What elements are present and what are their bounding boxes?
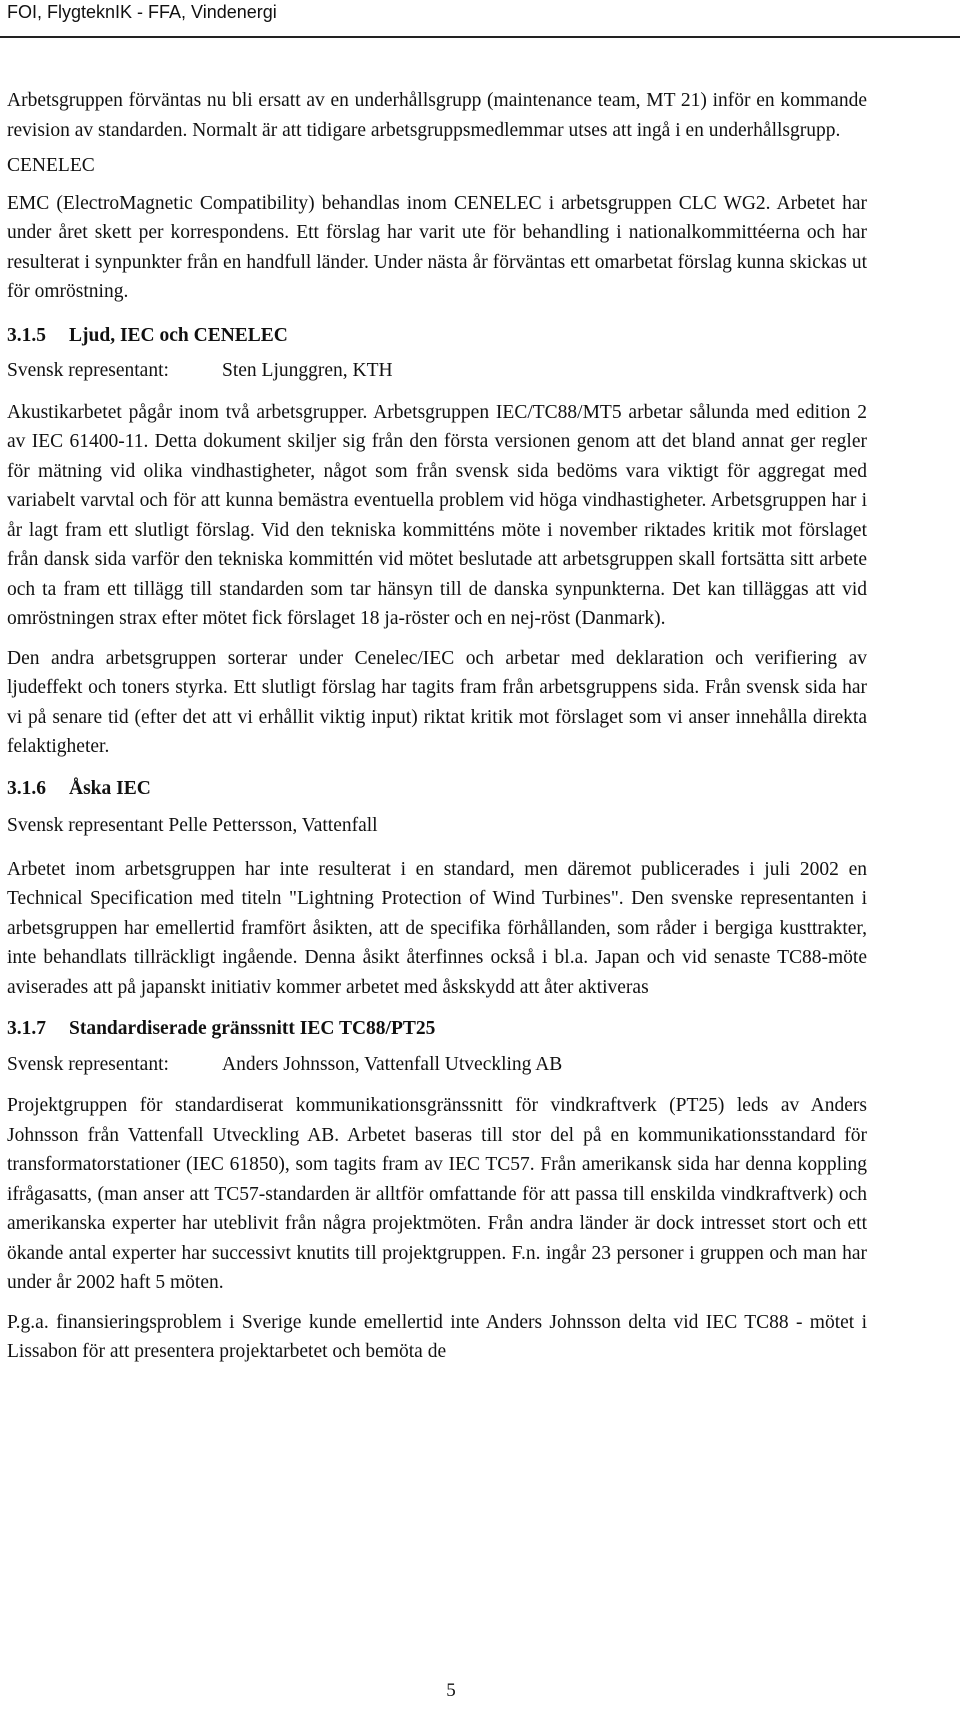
paragraph-lightning: Arbetet inom arbetsgruppen har inte resulterat i en standard, men däremot publicerades i juli 2002 en Technical Specification med titeln "Lightning Protection of Wind Turbines". Den svenske representanten i arbetsgruppen har emellertid framfört åsikten, att de specifika förhållanden, som råder i bergiga kusttrakter, inte behandlats tillräckligt ingående. Denna åsikt återfinnes också i bl.a. Japan och vid senaste TC88-möte aviserades att på japanskt initiativ kommer arbetet med åskskydd att åter aktiveras [7, 858, 867, 998]
paragraph-emc: EMC (ElectroMagnetic Compatibility) behandlas inom CENELEC i arbetsgruppen CLC WG2. Arbetet har under året skett per korrespondens. Ett förslag har varit ute för behandling i nationalkommittéerna och har resulterat i synpunkter från en handfull länder. Under nästa år förväntas ett omarbetat förslag kunna skickas ut för omröstning. [7, 192, 867, 302]
section-heading-3-1-5 [7, 321, 867, 351]
section-number: 3.1.7 [7, 1018, 46, 1039]
section-title: Åska IEC [69, 777, 151, 799]
section-title: Ljud, IEC och CENELEC [69, 324, 288, 346]
section-heading-3-1-6 [7, 774, 867, 804]
section-title: Standardiserade gränssnitt IEC TC88/PT25 [69, 1018, 436, 1039]
representative-line: Svensk representant Pelle Pettersson, Vattenfall [7, 815, 378, 836]
section-number: 3.1.5 [7, 324, 46, 346]
representative-name: Sten Ljunggren, KTH [222, 360, 393, 381]
paragraph-pt25: Projektgruppen för standardiserat kommunikationsgränssnitt för vindkraftverk (PT25) leds av Anders Johnsson från Vattenfall Utveckling AB. Arbetet baseras till stor del på en kommunikationsstandard för transformatorstationer (IEC 61850), som tagits fram av IEC TC57. Från amerikansk sida har denna koppling ifrågasatts, (man anser att TC57-standarden är alltför omfattande för att passa till enskilda vindkraftverk) och amerikanska experter har uteblivit från några projektmöten. Från andra länder är dock intresset stort och ett ökande antal experter har successivt knutits till projektgruppen. F.n. ingår 23 personer i gruppen och man har under år 2002 haft 5 möten. [7, 1095, 867, 1293]
section-number: 3.1.6 [7, 777, 46, 799]
representative-label: Svensk representant: [7, 1053, 169, 1075]
paragraph-second-workgroup: Den andra arbetsgruppen sorterar under Cenelec/IEC och arbetar med deklaration och verifiering av ljudeffekt och toners styrka. Ett slutligt förslag har tagits fram från arbetsgruppens sida. Från svensk sida har vi på senare tid (efter det att vi erhållit viktig input) riktat kritik mot förslaget som vi anser innehålla direkta felaktigheter. [7, 647, 867, 757]
section-heading-3-1-7 [7, 1014, 867, 1044]
paragraph-acoustics: Akustikarbetet pågår inom två arbetsgrupper. Arbetsgruppen IEC/TC88/MT5 arbetar sålunda med edition 2 av IEC 61400-11. Detta dokument skiljer sig från den första versionen genom att det bland annat ger regler för mätning vid olika vindhastigheter, något som från svensk sida bedöms vara viktigt för aggregat med variabelt varvtal och för att kunna bemästra eventuella problem vid höga vindhastigheter. Arbetsgruppen har i år lagt fram ett slutligt förslag. Vid den tekniska kommitténs möte i november riktades kritik mot förslaget från dansk sida varför den tekniska kommittén vid mötet beslutade att arbetsgruppen skall fortsätta sitt arbete och ta fram ett tillägg till standarden som tar hänsyn till de danska synpunkterna. Det kan tilläggas att vid omröstningen strax efter mötet fick förslaget 18 ja-röster och en nej-röst (Danmark). [7, 401, 867, 629]
header-divider [0, 36, 960, 38]
representative-line [7, 356, 867, 386]
running-header: FOI, FlygteknIK - FFA, Vindenergi [7, 2, 277, 22]
cenelec-label: CENELEC [7, 155, 95, 176]
representative-line [7, 1050, 867, 1080]
representative-label: Svensk representant: [7, 360, 169, 381]
paragraph-maintenance-team: Arbetsgruppen förväntas nu bli ersatt av en underhållsgrupp (maintenance team, MT 21) inför en kommande revision av standarden. Normalt är att tidigare arbetsgruppsmedlemmar utses att ingå i en underhållsgrupp. [7, 90, 867, 141]
page-number: 5 [446, 1680, 456, 1701]
document-body [7, 86, 867, 1367]
representative-name: Anders Johnsson, Vattenfall Utveckling AB [222, 1053, 563, 1075]
paragraph-financing: P.g.a. finansieringsproblem i Sverige kunde emellertid inte Anders Johnsson delta vid IEC TC88 - mötet i Lissabon för att presentera projektarbetet och bemöta de [7, 1311, 867, 1362]
